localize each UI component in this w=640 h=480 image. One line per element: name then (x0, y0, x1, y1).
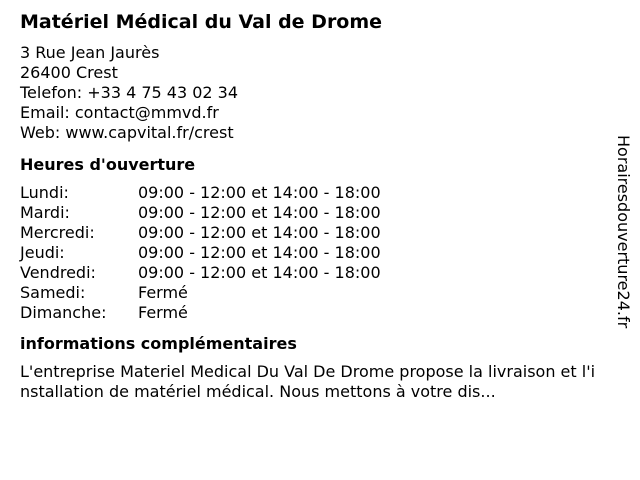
hours-time: Fermé (138, 303, 188, 322)
phone-number[interactable]: Telefon: +33 4 75 43 02 34 (20, 83, 239, 102)
email-row (20, 103, 600, 123)
email-link[interactable]: contact@mmvd.fr (74, 103, 219, 122)
additional-info-heading: informations complémentaires (20, 334, 297, 353)
business-description: L'entreprise Materiel Medical Du Val De Drome propose la livraison et l'installation de matériel médical. Nous mettons à votre dis... (20, 362, 596, 401)
web-label: Web: (20, 123, 66, 142)
hours-day: Vendredi: (20, 263, 96, 282)
hours-time: Fermé (138, 283, 188, 302)
hours-time: 09:00 - 12:00 et 14:00 - 18:00 (138, 243, 381, 262)
hours-row (20, 283, 381, 303)
hours-time: 09:00 - 12:00 et 14:00 - 18:00 (138, 183, 381, 202)
hours-row (20, 243, 381, 263)
hours-time: 09:00 - 12:00 et 14:00 - 18:00 (138, 203, 381, 222)
web-row (20, 123, 600, 143)
email-label: Email: (20, 103, 75, 122)
business-card (20, 10, 600, 402)
hours-day: Samedi: (20, 283, 86, 302)
city-postcode: 26400 Crest (20, 63, 118, 82)
hours-row (20, 223, 381, 243)
opening-hours-heading: Heures d'ouverture (20, 155, 196, 174)
contact-block (20, 43, 600, 143)
hours-day: Jeudi: (20, 243, 65, 262)
hours-day: Mardi: (20, 203, 70, 222)
business-name: Matériel Médical du Val de Drome (20, 11, 383, 33)
street-address: 3 Rue Jean Jaurès (20, 43, 160, 62)
hours-row (20, 183, 381, 203)
hours-day: Lundi: (20, 183, 69, 202)
hours-row (20, 203, 381, 223)
hours-row (20, 303, 381, 323)
hours-time: 09:00 - 12:00 et 14:00 - 18:00 (138, 263, 381, 282)
hours-time: 09:00 - 12:00 et 14:00 - 18:00 (138, 223, 381, 242)
hours-day: Mercredi: (20, 223, 95, 242)
hours-day: Dimanche: (20, 303, 107, 322)
hours-row (20, 263, 381, 283)
site-brand-vertical[interactable]: Horairesdouverture24.fr (614, 135, 633, 329)
website-link[interactable]: www.capvital.fr/crest (65, 123, 234, 142)
opening-hours-table (20, 183, 381, 323)
